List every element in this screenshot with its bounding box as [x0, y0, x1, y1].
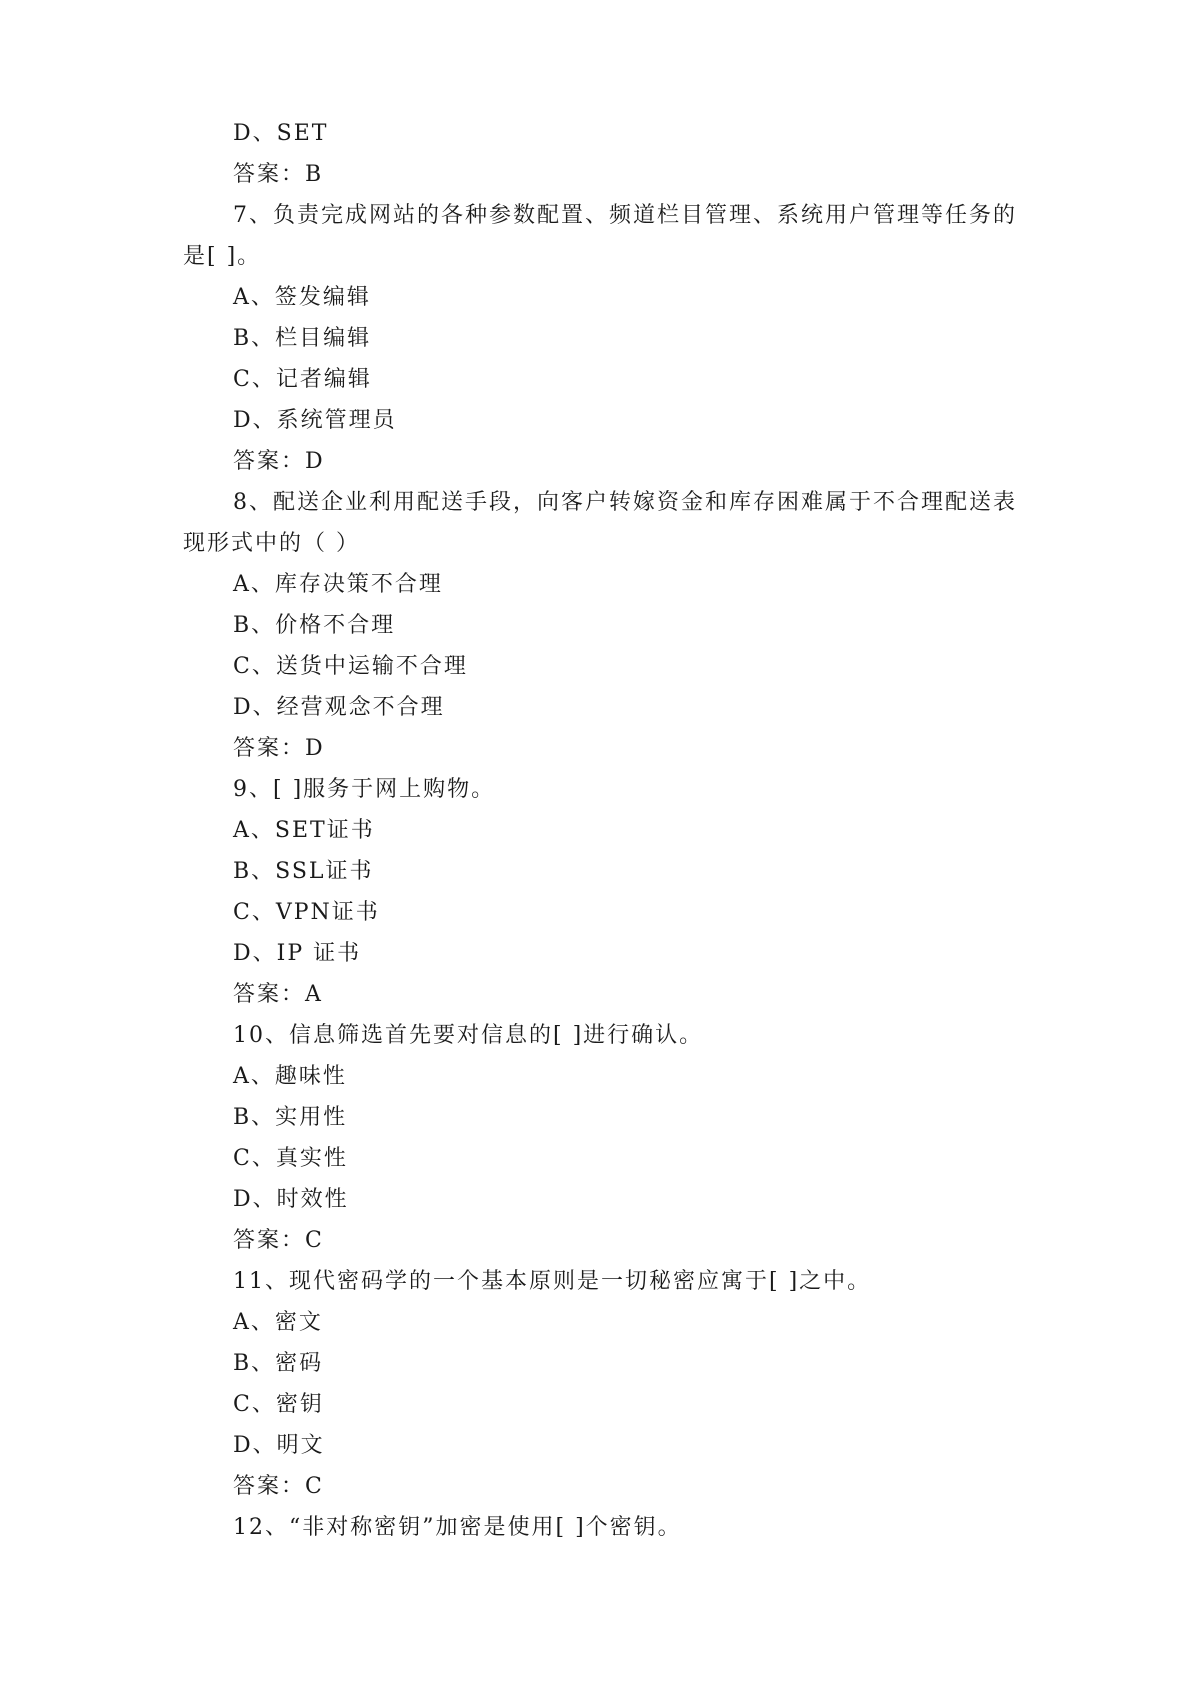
option-c: C、密钥 [233, 1392, 324, 1417]
answer-line: 答案：A [233, 982, 323, 1007]
option-d: D、SET [233, 121, 329, 146]
answer-line: 答案：D [233, 736, 325, 761]
option-c: C、真实性 [233, 1146, 348, 1171]
option-d: D、明文 [233, 1433, 325, 1458]
option-a: A、趣味性 [233, 1064, 347, 1089]
option-a: A、密文 [233, 1310, 323, 1335]
answer-line: 答案：C [233, 1474, 324, 1499]
option-a: A、库存决策不合理 [233, 572, 443, 597]
question-9: 9、[ ]服务于网上购物。 [233, 777, 496, 802]
option-d: D、系统管理员 [233, 408, 397, 433]
option-b: B、密码 [233, 1351, 324, 1376]
question-8-continuation: 现形式中的（ ） [183, 531, 360, 556]
option-c: C、记者编辑 [233, 367, 372, 392]
question-7-continuation: 是[ ]。 [183, 244, 262, 269]
question-8: 8、配送企业利用配送手段，向客户转嫁资金和库存困难属于不合理配送表 [233, 490, 1017, 515]
answer-line: 答案：D [233, 449, 325, 474]
option-b: B、栏目编辑 [233, 326, 372, 351]
option-d: D、IP 证书 [233, 941, 362, 966]
option-c: C、送货中运输不合理 [233, 654, 468, 679]
answer-line: 答案：B [233, 162, 324, 187]
option-c: C、VPN证书 [233, 900, 380, 925]
option-d: D、时效性 [233, 1187, 349, 1212]
option-b: B、SSL证书 [233, 859, 374, 884]
option-a: A、签发编辑 [233, 285, 371, 310]
option-b: B、价格不合理 [233, 613, 396, 638]
answer-line: 答案：C [233, 1228, 324, 1253]
question-11: 11、现代密码学的一个基本原则是一切秘密应寓于[ ]之中。 [233, 1269, 872, 1294]
option-b: B、实用性 [233, 1105, 348, 1130]
option-d: D、经营观念不合理 [233, 695, 445, 720]
question-10: 10、信息筛选首先要对信息的[ ]进行确认。 [233, 1023, 704, 1048]
question-7: 7、负责完成网站的各种参数配置、频道栏目管理、系统用户管理等任务的 [233, 203, 1017, 228]
option-a: A、SET证书 [233, 818, 375, 843]
question-12: 12、“非对称密钥”加密是使用[ ]个密钥。 [233, 1515, 682, 1540]
